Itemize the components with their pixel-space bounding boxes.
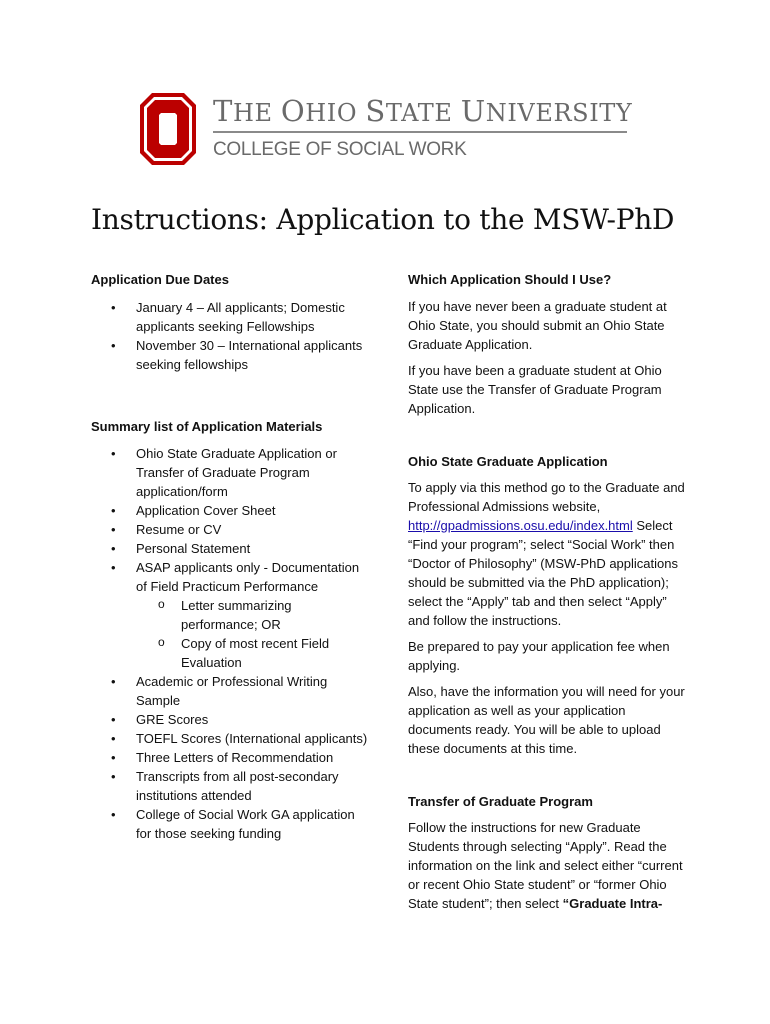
list-item: • January 4 – All applicants; Domestic applicants seeking Fellowships (91, 298, 371, 336)
sub-list-item: o Copy of most recent Field Evaluation (136, 634, 371, 672)
list-item-text: ASAP applicants only - Documentation of Field Practicum Performance (136, 560, 360, 594)
list-item: • Resume or CV (91, 520, 371, 539)
university-name: THE OHIO STATE UNIVERSITY (213, 94, 633, 128)
materials-heading: Summary list of Application Materials (91, 419, 323, 434)
which-paragraph-1: If you have never been a graduate student at Ohio State, you should submit an Ohio State Graduate Application. (408, 299, 667, 352)
list-item: • TOEFL Scores (International applicants) (91, 729, 371, 748)
osu-application-paragraph-2: Be prepared to pay your application fee when applying. (408, 639, 670, 673)
right-column (408, 270, 688, 913)
list-item: • November 30 – International applicants seeking fellowships (91, 336, 371, 374)
which-application-heading: Which Application Should I Use? (408, 272, 612, 287)
due-dates-heading: Application Due Dates (91, 272, 229, 287)
paragraph-text: Follow the instructions for new Graduate Students through selecting “Apply”. Read the information on the link and select either “current or recent Ohio State student” or “former Ohio State student”; then select (408, 820, 683, 911)
header-divider (213, 131, 627, 133)
list-item: • Academic or Professional Writing Sample (91, 672, 371, 710)
transfer-heading: Transfer of Graduate Program (408, 794, 593, 809)
left-column (91, 270, 371, 843)
sub-list-item: o Letter summarizing performance; OR (136, 596, 371, 634)
transfer-paragraph (408, 818, 688, 913)
list-item: • Application Cover Sheet (91, 501, 371, 520)
list-item (91, 558, 371, 672)
ohio-state-logo-icon (140, 93, 196, 165)
due-dates-list (91, 298, 371, 374)
list-item: • College of Social Work GA application for those seeking funding (91, 805, 371, 843)
list-item: • Transcripts from all post-secondary institutions attended (91, 767, 371, 805)
sub-list (136, 596, 371, 672)
document-title: Instructions: Application to the MSW-PhD (91, 203, 675, 236)
osu-application-paragraph-3: Also, have the information you will need for your application as well as your application documents ready. You will be able to upload these documents at this time. (408, 684, 685, 756)
materials-list (91, 444, 371, 843)
which-paragraph-2: If you have been a graduate student at Ohio State use the Transfer of Graduate Program Application. (408, 363, 662, 416)
list-item: • Three Letters of Recommendation (91, 748, 371, 767)
college-name: COLLEGE OF SOCIAL WORK (213, 139, 467, 160)
osu-application-heading: Ohio State Graduate Application (408, 454, 608, 469)
list-item: • Personal Statement (91, 539, 371, 558)
paragraph-bold-text: “Graduate Intra- (562, 896, 663, 911)
paragraph-text: Select “Find your program”; select “Social Work” then “Doctor of Philosophy” (MSW-PhD applications should be submitted via the PhD application); select the “Apply” tab and then select “Apply” and follow the instructions. (408, 518, 678, 628)
list-item: • Ohio State Graduate Application or Transfer of Graduate Program application/form (91, 444, 371, 501)
paragraph-text: To apply via this method go to the Graduate and Professional Admissions website, (408, 480, 685, 514)
gpadmissions-link[interactable]: http://gpadmissions.osu.edu/index.html (408, 518, 633, 533)
list-item: • GRE Scores (91, 710, 371, 729)
osu-application-paragraph-1 (408, 478, 688, 630)
